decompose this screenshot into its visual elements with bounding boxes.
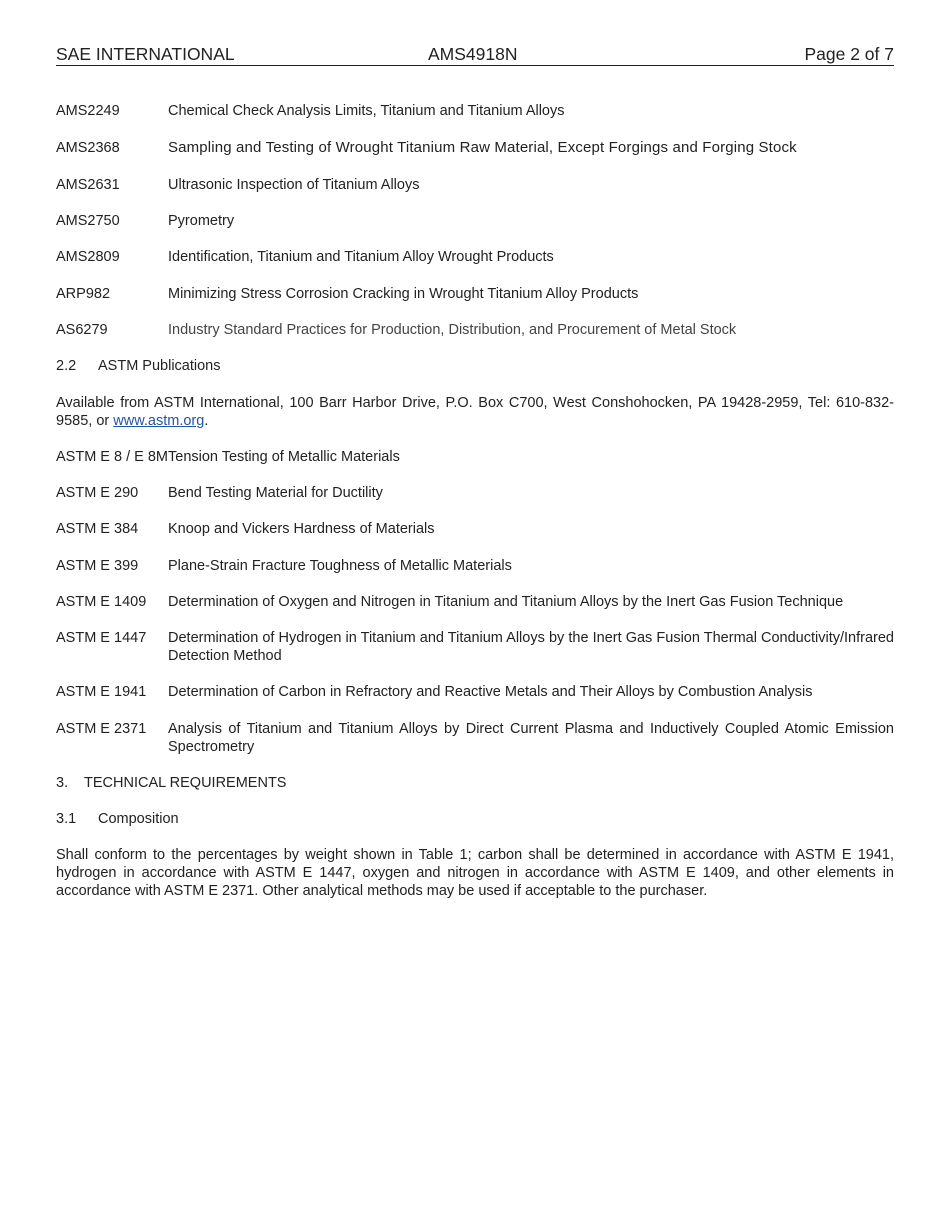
reference-title: Plane-Strain Fracture Toughness of Metallic Materials [168, 558, 512, 574]
section-number: 3. [56, 775, 69, 791]
reference-code: AS6279 [56, 322, 108, 338]
page-header [56, 43, 894, 66]
reference-title: Chemical Check Analysis Limits, Titanium and Titanium Alloys [168, 103, 565, 119]
reference-title: Determination of Hydrogen in Titanium and Titanium Alloys by the Inert Gas Fusion Thermal Conductivity/Infrared Detection Method [168, 630, 894, 664]
reference-code: ARP982 [56, 286, 111, 302]
availability-paragraph [56, 394, 894, 430]
reference-title: Determination of Carbon in Refractory and Reactive Metals and Their Alloys by Combustion Analysis [168, 684, 813, 700]
reference-code: AMS2809 [56, 249, 120, 265]
astm-website-link[interactable]: www.astm.org [113, 413, 205, 429]
section-title: ASTM Publications [98, 358, 221, 374]
section-heading-3 [56, 774, 286, 792]
reference-title: Pyrometry [168, 213, 235, 229]
reference-title: Bend Testing Material for Ductility [168, 485, 383, 501]
section-number: 3.1 [56, 811, 77, 827]
reference-code: ASTM E 290 [56, 485, 139, 501]
availability-text: Available from ASTM International, 100 Barr Harbor Drive, P.O. Box C700, West Conshohocken, PA 19428-2959, Tel: 610-832-9585, or [56, 395, 894, 429]
composition-paragraph: Shall conform to the percentages by weight shown in Table 1; carbon shall be determined in accordance with ASTM E 1941, hydrogen in accordance with ASTM E 1447, oxygen and nitrogen in accordance with ASTM E 1409, and other elements in accordance with ASTM E 2371. Other analytical methods may be used if acceptable to the purchaser. [56, 847, 894, 899]
section-number: 2.2 [56, 358, 77, 374]
section-title: Composition [98, 811, 179, 827]
reference-code: AMS2631 [56, 177, 120, 193]
reference-code: ASTM E 1409 [56, 594, 147, 610]
reference-title: Ultrasonic Inspection of Titanium Alloys [168, 177, 420, 193]
reference-code: AMS2368 [56, 140, 120, 156]
section-title: TECHNICAL REQUIREMENTS [84, 775, 287, 791]
reference-title: Industry Standard Practices for Production, Distribution, and Procurement of Metal Stock [168, 322, 737, 338]
reference-title: Sampling and Testing of Wrought Titanium Raw Material, Except Forgings and Forging Stock [168, 139, 797, 156]
reference-title: Tension Testing of Metallic Materials [168, 449, 400, 465]
reference-code: ASTM E 399 [56, 558, 139, 574]
header-org: SAE INTERNATIONAL [56, 44, 235, 64]
reference-title: Knoop and Vickers Hardness of Materials [168, 521, 435, 537]
reference-code: ASTM E 1941 [56, 684, 147, 700]
reference-code: ASTM E 8 / E 8M [56, 449, 168, 465]
section-heading-3-1 [56, 810, 179, 828]
reference-title: Minimizing Stress Corrosion Cracking in Wrought Titanium Alloy Products [168, 286, 639, 302]
header-doc-id: AMS4918N [428, 44, 518, 64]
reference-code: ASTM E 2371 [56, 721, 147, 737]
reference-code: AMS2249 [56, 103, 120, 119]
reference-code: ASTM E 1447 [56, 630, 147, 646]
header-page-number: Page 2 of 7 [804, 44, 894, 64]
section-heading-2-2 [56, 357, 221, 375]
reference-code: ASTM E 384 [56, 521, 139, 537]
reference-title: Determination of Oxygen and Nitrogen in Titanium and Titanium Alloys by the Inert Gas Fusion Technique [168, 594, 844, 610]
reference-title: Analysis of Titanium and Titanium Alloys by Direct Current Plasma and Inductively Coupled Atomic Emission Spectrometry [168, 721, 894, 755]
reference-row [56, 448, 400, 466]
availability-end: . [204, 413, 209, 429]
reference-title: Identification, Titanium and Titanium Alloy Wrought Products [168, 249, 554, 265]
reference-code: AMS2750 [56, 213, 120, 229]
